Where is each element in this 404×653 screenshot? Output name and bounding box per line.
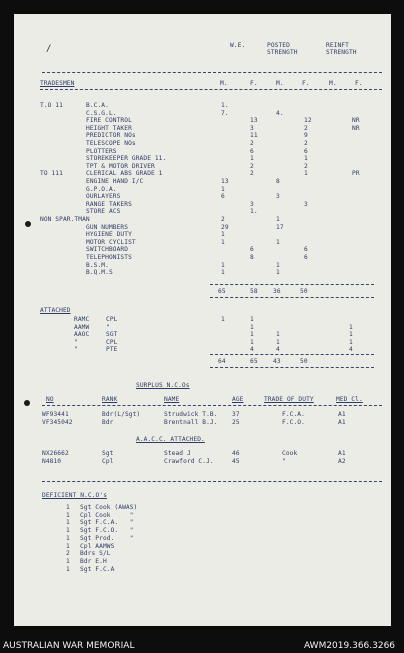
total2-a: 64 bbox=[218, 358, 226, 365]
trade-code: T.O 11 bbox=[40, 102, 63, 109]
deficient-desc: Bdrs S/L bbox=[80, 550, 111, 558]
trade-col-e: PR bbox=[352, 170, 360, 178]
attached-rank: " bbox=[106, 323, 110, 331]
trade-name: B.S.M. bbox=[86, 261, 109, 269]
deficient-qty: 1 bbox=[66, 534, 70, 542]
deficient-qty: 2 bbox=[66, 550, 70, 558]
trade-name: FIRE CONTROL bbox=[86, 117, 132, 125]
trade-col-b: 3 bbox=[250, 124, 254, 132]
aacc-name: Stead J bbox=[164, 450, 191, 457]
attached-col-b: 4 bbox=[250, 346, 254, 354]
deficient-desc: Sgt F.C.A. " bbox=[80, 519, 134, 527]
surplus-h-trade: TRADE OF DUTY bbox=[264, 396, 314, 403]
col-header-trade: TRADESMEN bbox=[40, 80, 75, 87]
surplus-h-med: MED Cl. bbox=[336, 396, 363, 403]
deficient-qty: 1 bbox=[66, 565, 70, 573]
trade-col-d: 6 bbox=[304, 246, 308, 254]
attached-col-a: 1 bbox=[221, 316, 225, 323]
trade-name: B.Q.M.S bbox=[86, 269, 113, 277]
attached-rank: PTE bbox=[106, 346, 118, 354]
attached-rank: SGT bbox=[106, 331, 118, 339]
total2-b: 65 bbox=[250, 358, 258, 365]
attached-col-e: 1 bbox=[349, 338, 353, 346]
trade-name: RANGE TAKERS bbox=[86, 200, 132, 208]
trade-col-b: 3 bbox=[250, 200, 254, 208]
aacc-rule bbox=[42, 481, 382, 482]
header-reinft-strength: STRENGTH bbox=[326, 49, 357, 56]
header-posted: POSTED bbox=[267, 42, 290, 49]
footer-source: AUSTRALIAN WAR MEMORIAL bbox=[3, 641, 135, 651]
deficient-qty: 1 bbox=[66, 527, 70, 535]
attached-title: ATTACHED bbox=[40, 307, 71, 314]
deficient-qty: 1 bbox=[66, 511, 70, 519]
surplus-trade: F.C.O. bbox=[282, 419, 305, 426]
surplus-med: A1 bbox=[338, 419, 346, 426]
trade-col-c: 1 bbox=[276, 216, 280, 223]
trade-col-d: 12 bbox=[304, 117, 312, 125]
total1-rule bbox=[210, 284, 374, 285]
surplus-age: 37 bbox=[232, 411, 240, 418]
surplus-h-rank: RANK bbox=[102, 396, 118, 403]
trade-col-c: 1 bbox=[276, 269, 280, 277]
col-header-rule bbox=[40, 89, 382, 90]
trade-name: B.C.A. bbox=[86, 102, 109, 109]
trade-col-a: 6 bbox=[221, 193, 225, 201]
surplus-h-no: NO bbox=[46, 396, 54, 403]
aacc-trade: " bbox=[282, 458, 286, 465]
deficient-desc: Bdr E.H bbox=[80, 557, 107, 565]
trade-col-b: 6 bbox=[250, 246, 254, 254]
trade-col-d: 3 bbox=[304, 200, 308, 208]
trade-name: PLOTTERS bbox=[86, 147, 117, 155]
surplus-header-rule bbox=[42, 405, 382, 406]
surplus-name: Brentnall B.J. bbox=[164, 419, 218, 426]
deficient-qty: 1 bbox=[66, 519, 70, 527]
total1-d: 50 bbox=[300, 288, 308, 295]
total1-underline bbox=[210, 297, 374, 298]
aacc-age: 45 bbox=[232, 458, 240, 465]
trade-col-e: NR bbox=[352, 124, 360, 132]
trade-col-a: 7. bbox=[221, 109, 229, 117]
trade-col-c: 3 bbox=[276, 193, 280, 201]
trade-col-a: 13 bbox=[221, 178, 229, 185]
trade-name: STOREKEEPER GRADE 11. bbox=[86, 155, 167, 163]
col-header-c2: F. bbox=[250, 80, 258, 87]
aacc-trade: Cook bbox=[282, 450, 298, 457]
aacc-rank: Cpl bbox=[102, 458, 114, 465]
trade-name: G.P.O.A. bbox=[86, 185, 117, 193]
trade-col-d: 9 bbox=[304, 132, 308, 140]
document-sheet bbox=[14, 14, 391, 626]
deficient-desc: Sgt Cook (AWAS) bbox=[80, 504, 138, 511]
col-header-c5: M. bbox=[329, 80, 337, 87]
trade-code: TO 111 bbox=[40, 170, 63, 178]
total2-d: 50 bbox=[300, 358, 308, 365]
attached-col-b: 1 bbox=[250, 338, 254, 346]
surplus-no: VF345042 bbox=[42, 419, 73, 426]
aacc-med: A2 bbox=[338, 458, 346, 465]
trade-name: C.S.G.L. bbox=[86, 109, 117, 117]
attached-col-c: 1 bbox=[276, 331, 280, 339]
punch-hole-lower bbox=[24, 400, 30, 406]
trade-name: MOTOR CYCLIST bbox=[86, 238, 136, 246]
attached-col-c: 4 bbox=[276, 346, 280, 354]
surplus-h-age: AGE bbox=[232, 396, 244, 403]
header-rule bbox=[42, 72, 382, 73]
trade-name: HEIGHT TAKER bbox=[86, 124, 132, 132]
trade-col-c: 17 bbox=[276, 223, 284, 231]
trade-col-d: 6 bbox=[304, 254, 308, 261]
col-header-c6: F. bbox=[355, 80, 363, 87]
trade-col-a: 1 bbox=[221, 238, 225, 246]
total2-c: 43 bbox=[273, 358, 281, 365]
col-header-c4: F. bbox=[302, 80, 310, 87]
trade-code: NON SPAR.TMAN bbox=[40, 216, 90, 223]
trade-col-c: 1 bbox=[276, 238, 280, 246]
surplus-rank: Bdr(L/Sgt) bbox=[102, 411, 141, 418]
col-header-c3: M. bbox=[276, 80, 284, 87]
header-reinft: REINFT bbox=[326, 42, 349, 49]
total2-rule bbox=[210, 354, 374, 355]
footer-ref: AWM2019.366.3266 bbox=[304, 641, 396, 651]
trade-col-a: 2 bbox=[221, 216, 225, 223]
surplus-h-name: NAME bbox=[164, 396, 180, 403]
trade-name: ENGINE HAND I/C bbox=[86, 178, 144, 185]
total1-b: 58 bbox=[250, 288, 258, 295]
attached-unit: AAMW bbox=[74, 323, 90, 331]
deficient-desc: Cpl AAMWS bbox=[80, 542, 115, 550]
attached-unit: " bbox=[74, 338, 78, 346]
attached-col-b: 1 bbox=[250, 331, 254, 339]
deficient-desc: Sgt Prod. " bbox=[80, 534, 134, 542]
trade-col-a: 1 bbox=[221, 269, 225, 277]
attached-unit: " bbox=[74, 346, 78, 354]
attached-rank: CPL bbox=[106, 338, 118, 346]
trade-col-b: 1 bbox=[250, 155, 254, 163]
aacc-age: 46 bbox=[232, 450, 240, 457]
attached-col-b: 1 bbox=[250, 323, 254, 331]
trade-col-d: 1 bbox=[304, 170, 308, 178]
trade-name: SWITCHBOARD bbox=[86, 246, 129, 254]
punch-hole-upper bbox=[25, 221, 31, 227]
trade-col-c: 8 bbox=[276, 178, 280, 185]
trade-col-a: 1 bbox=[221, 261, 225, 269]
trade-col-b: 6 bbox=[250, 147, 254, 155]
attached-col-c: 1 bbox=[276, 338, 280, 346]
aacc-med: A1 bbox=[338, 450, 346, 457]
deficient-qty: 1 bbox=[66, 542, 70, 550]
trade-col-b: 8 bbox=[250, 254, 254, 261]
deficient-desc: Sgt F.C.A bbox=[80, 565, 115, 573]
trade-col-e: NR bbox=[352, 117, 360, 125]
deficient-qty: 1 bbox=[66, 504, 70, 511]
header-we: W.E. bbox=[230, 42, 246, 49]
surplus-no: WF93441 bbox=[42, 411, 69, 418]
trade-col-c: 4. bbox=[276, 109, 284, 117]
aacc-no: NX26662 bbox=[42, 450, 69, 457]
trade-name: PREDICTOR NOs bbox=[86, 132, 136, 140]
trade-name: TELESCOPE NOs bbox=[86, 140, 136, 147]
trade-col-b: 11 bbox=[250, 132, 258, 140]
total1-c: 36 bbox=[273, 288, 281, 295]
aacc-title: A.A.C.C. ATTACHED. bbox=[136, 436, 205, 443]
trade-name: OURLAYERS bbox=[86, 193, 121, 201]
surplus-med: A1 bbox=[338, 411, 346, 418]
total1-a: 65 bbox=[218, 288, 226, 295]
trade-name: TELEPHONISTS bbox=[86, 254, 132, 261]
header-posted-strength: STRENGTH bbox=[267, 49, 298, 56]
trade-col-d: 6 bbox=[304, 147, 308, 155]
trade-col-b: 2 bbox=[250, 162, 254, 170]
surplus-age: 25 bbox=[232, 419, 240, 426]
trade-col-b: 2 bbox=[250, 140, 254, 147]
deficient-title: DEFICIENT N.C.O's bbox=[42, 492, 108, 499]
deficient-qty: 1 bbox=[66, 557, 70, 565]
surplus-rank: Bdr bbox=[102, 419, 114, 426]
trade-col-a: 1. bbox=[221, 102, 229, 109]
attached-col-e: 1 bbox=[349, 323, 353, 331]
col-header-c1: M. bbox=[220, 80, 228, 87]
deficient-desc: Sgt F.C.O. " bbox=[80, 527, 134, 535]
surplus-name: Strudwick T.B. bbox=[164, 411, 218, 418]
total2-underline bbox=[210, 367, 374, 368]
aacc-no: N4810 bbox=[42, 458, 62, 465]
trade-col-b: 1. bbox=[250, 208, 258, 216]
deficient-desc: Cpl Cook " bbox=[80, 511, 134, 519]
trade-col-d: 1 bbox=[304, 155, 308, 163]
trade-col-b: 13 bbox=[250, 117, 258, 125]
aacc-name: Crawford C.J. bbox=[164, 458, 214, 465]
trade-name: TPT & MOTOR DRIVER bbox=[86, 162, 155, 170]
attached-col-e: 1 bbox=[349, 331, 353, 339]
attached-unit: AAOC bbox=[74, 331, 90, 339]
trade-col-d: 2 bbox=[304, 162, 308, 170]
trade-col-c: 1 bbox=[276, 261, 280, 269]
pen-mark: ∕ bbox=[46, 44, 52, 54]
trade-col-a: 29 bbox=[221, 223, 229, 231]
trade-col-d: 2 bbox=[304, 140, 308, 147]
aacc-rank: Sgt bbox=[102, 450, 114, 457]
attached-unit: RAMC bbox=[74, 316, 90, 323]
trade-name: HYGIENE DUTY bbox=[86, 231, 132, 239]
trade-col-b: 2 bbox=[250, 170, 254, 178]
trade-col-a: 1 bbox=[221, 185, 225, 193]
attached-col-e: 4 bbox=[349, 346, 353, 354]
surplus-trade: F.C.A. bbox=[282, 411, 305, 418]
trade-col-d: 2 bbox=[304, 124, 308, 132]
attached-col-b: 1 bbox=[250, 316, 254, 323]
attached-rank: CPL bbox=[106, 316, 118, 323]
trade-name: GUN NUMBERS bbox=[86, 223, 129, 231]
surplus-title: SURPLUS N.C.Os bbox=[136, 382, 190, 389]
trade-col-a: 1 bbox=[221, 231, 225, 239]
trade-name: STORE ACS bbox=[86, 208, 121, 216]
trade-name: CLERICAL ABS GRADE 1 bbox=[86, 170, 163, 178]
